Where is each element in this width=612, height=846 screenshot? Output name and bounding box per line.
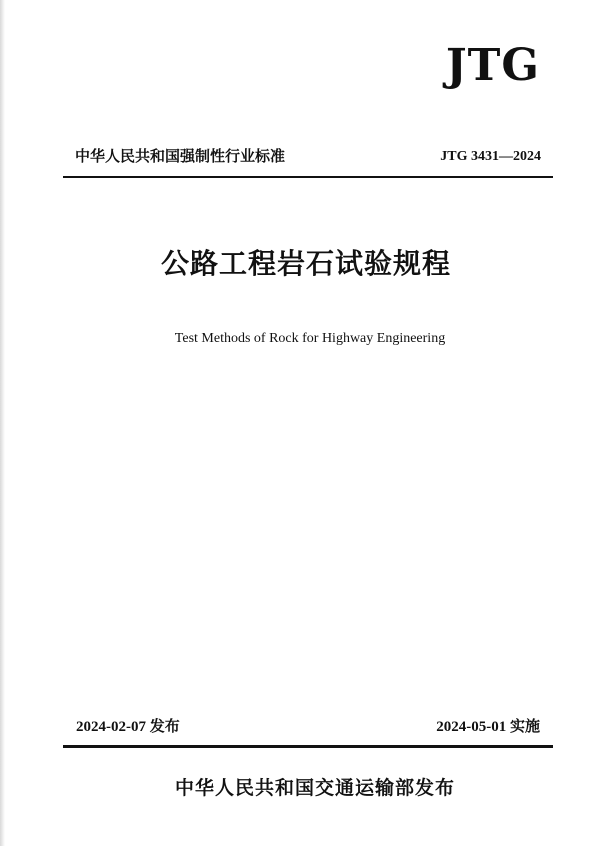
title-chinese: 公路工程岩石试验规程 [160,247,451,280]
issue-label: 发布 [149,717,180,735]
effective-date-line [436,716,540,737]
header-divider [63,176,553,178]
footer-divider [63,745,553,748]
header-row [63,146,553,170]
standard-category: 中华人民共和国强制性行业标准 [75,147,286,165]
issue-date: 2024-02-07 [76,719,146,735]
issue-date-line [76,716,180,737]
effective-label: 实施 [509,717,540,735]
dates-row [63,716,553,738]
standard-code: JTG 3431—2024 [440,149,541,164]
title-english: Test Methods of Rock for Highway Engineering [174,331,446,346]
effective-date: 2024-05-01 [436,719,507,735]
jtg-logo: JTG [445,40,540,91]
publisher: 中华人民共和国交通运输部发布 [174,777,455,799]
page-edge-shadow [0,0,5,846]
